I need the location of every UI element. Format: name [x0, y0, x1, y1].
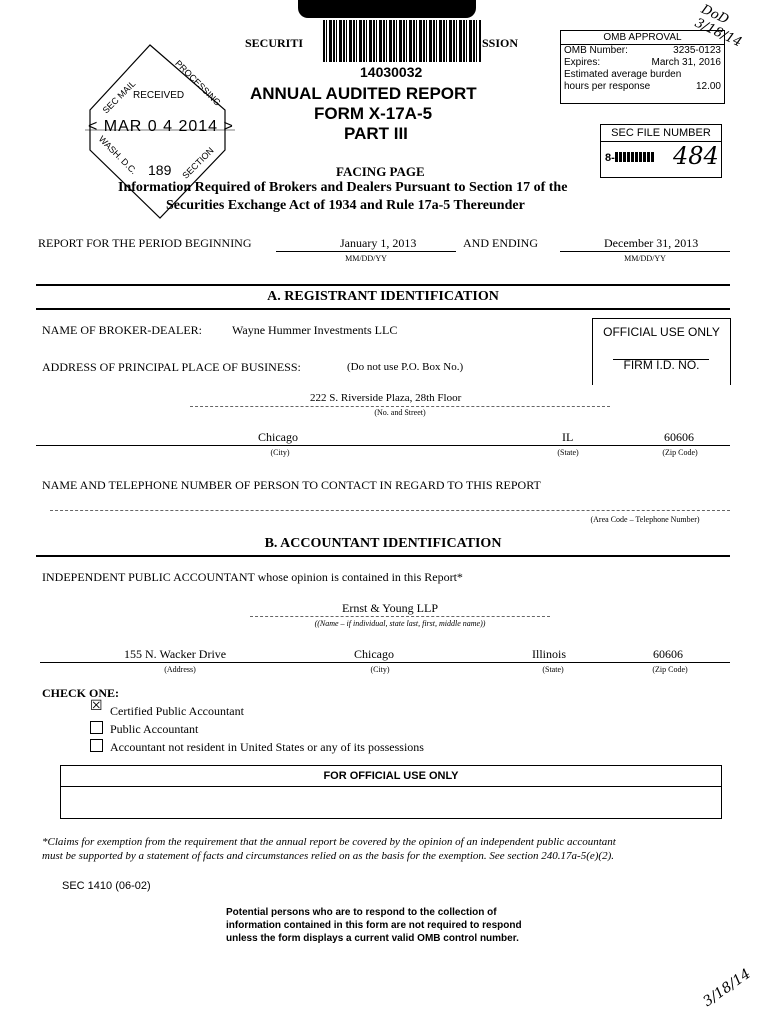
period-begin-line [276, 251, 456, 252]
period-and-ending: AND ENDING [463, 236, 538, 250]
period-end-caption: MM/DD/YY [624, 254, 666, 263]
notice-line-1: Potential persons who are to respond to the collection of [226, 907, 497, 918]
stamp-date-text: MAR 0 4 2014 [103, 118, 219, 135]
city-caption: (City) [270, 448, 290, 457]
section-b-heading: B. ACCOUNTANT IDENTIFICATION [264, 536, 502, 551]
accountant-city-caption: (City) [370, 665, 390, 674]
address-label: ADDRESS OF PRINCIPAL PLACE OF BUSINESS: [42, 360, 301, 374]
omb-expires-value: March 31, 2016 [651, 57, 721, 68]
omb-hours-value: 12.00 [695, 81, 721, 92]
accountant-name-caption: ((Name – if individual, state last, first, middle name)) [314, 619, 486, 628]
for-official-use-label: FOR OFFICIAL USE ONLY [61, 766, 721, 787]
header-securities-right: SSION [482, 36, 519, 50]
checkbox-public[interactable] [90, 721, 103, 734]
omb-expires-label: Expires: [564, 57, 601, 68]
omb-approval-box [560, 30, 725, 104]
accountant-city-value: Chicago [354, 647, 394, 661]
accountant-address-caption: (Address) [164, 665, 196, 674]
section-a-heading: A. REGISTRANT IDENTIFICATION [267, 289, 499, 304]
omb-number-value: 3235-0123 [673, 45, 721, 56]
info-line-1: Information Required of Brokers and Dealers Pursuant to Section 17 of the [118, 180, 568, 195]
phone-caption: (Area Code – Telephone Number) [590, 515, 700, 524]
stamp-date: < MAR 0 4 2014 > [88, 118, 234, 135]
checkbox-certified[interactable]: ☒ [90, 699, 103, 714]
sec-file-prefix: 8- [605, 152, 615, 164]
accountant-label: INDEPENDENT PUBLIC ACCOUNTANT whose opinion is contained in this Report* [42, 570, 463, 584]
barcode-number: 14030032 [360, 64, 423, 80]
handwritten-date-bottom: 3/18/14 [700, 965, 754, 1011]
redaction-bar [298, 0, 476, 18]
omb-hours-label: hours per response [564, 81, 651, 92]
stamp-top-right: PROCESSING [173, 58, 223, 108]
period-begin-caption: MM/DD/YY [345, 254, 387, 263]
form-title [250, 84, 550, 144]
check-one-label: CHECK ONE: [42, 686, 120, 700]
accountant-address-line [40, 662, 730, 663]
accountant-zip-caption: (Zip Code) [652, 665, 688, 674]
title-line-1: ANNUAL AUDITED REPORT [250, 84, 477, 103]
broker-name-label: NAME OF BROKER-DEALER: [42, 323, 203, 337]
sec-file-label: SEC FILE NUMBER [601, 125, 721, 142]
sec-file-number-box [600, 124, 722, 178]
footnote-line-1: *Claims for exemption from the requirement that the annual report be covered by the opinion of an independent public accountant [42, 836, 616, 848]
accountant-name-line [250, 616, 550, 617]
header-securities-left: SECURITI [245, 36, 304, 50]
official-use-label: OFFICIAL USE ONLY [603, 325, 720, 339]
sec-file-handwritten: 484 [673, 142, 719, 170]
barcode [323, 20, 481, 62]
period-label: REPORT FOR THE PERIOD BEGINNING [38, 236, 252, 250]
omb-notice [226, 906, 522, 945]
contact-line [50, 510, 730, 511]
title-line-3: PART III [344, 124, 408, 143]
broker-name-value: Wayne Hummer Investments LLC [232, 323, 398, 337]
firm-id-label: FIRM I.D. NO. [623, 358, 700, 372]
period-end-line [560, 251, 730, 252]
section-b-line [36, 555, 730, 557]
official-use-box [592, 318, 731, 385]
info-line-2: Securities Exchange Act of 1934 and Rule 17a-5 Thereunder [166, 198, 525, 213]
period-begin-value: January 1, 2013 [340, 236, 417, 250]
state-value: IL [562, 430, 574, 444]
stamp-top-left: SEC MAIL [100, 78, 138, 116]
title-line-2: FORM X-17A-5 [314, 104, 433, 123]
stamp-received: RECEIVED [133, 90, 185, 101]
accountant-address-value: 155 N. Wacker Drive [124, 647, 227, 661]
stamp-number: 189 [148, 162, 172, 178]
street-line [190, 406, 610, 407]
for-official-use-box [60, 765, 722, 819]
handwritten-date-top: DoD 3/18/14 [692, 2, 745, 51]
contact-label: NAME AND TELEPHONE NUMBER OF PERSON TO CONTACT IN REGARD TO THIS REPORT [42, 478, 541, 492]
firm-id-line [613, 359, 709, 360]
street-caption: (No. and Street) [374, 408, 426, 417]
street-value: 222 S. Riverside Plaza, 28th Floor [310, 392, 462, 404]
stamp-bottom-left: WASH. D.C. [96, 133, 139, 177]
footnote-line-2: must be supported by a statement of facts and circumstances relied on as the basis for the exemption. See section 240.17a-5(e)(2). [42, 850, 614, 862]
accountant-zip-value: 60606 [653, 647, 683, 661]
omb-burden-label: Estimated average burden [564, 69, 682, 80]
option-public-label: Public Accountant [110, 722, 199, 736]
stamp-bottom-right: SECTION [180, 145, 216, 181]
notice-line-3: unless the form displays a current valid OMB control number. [226, 933, 519, 944]
accountant-state-caption: (State) [542, 665, 564, 674]
notice-line-2: information contained in this form are not required to respond [226, 920, 522, 931]
zip-caption: (Zip Code) [662, 448, 698, 457]
address-note: (Do not use P.O. Box No.) [347, 361, 464, 373]
accountant-state-value: Illinois [532, 647, 567, 661]
section-a-bottom-line [36, 308, 730, 310]
omb-title: OMB APPROVAL [561, 31, 724, 45]
accountant-name-value: Ernst & Young LLP [342, 601, 439, 615]
option-not-resident-label: Accountant not resident in United States or any of its possessions [110, 740, 424, 754]
section-a-top-line [36, 284, 730, 286]
period-end-value: December 31, 2013 [604, 236, 699, 250]
form-number: SEC 1410 (06-02) [62, 880, 151, 892]
zip-value: 60606 [664, 430, 694, 444]
checkbox-not-resident[interactable] [90, 739, 103, 752]
city-value: Chicago [258, 430, 298, 444]
strike-out [615, 152, 655, 162]
omb-number-label: OMB Number: [564, 45, 628, 56]
facing-page: FACING PAGE [336, 164, 425, 179]
city-line [36, 445, 730, 446]
option-certified-label: Certified Public Accountant [110, 704, 244, 718]
state-caption: (State) [557, 448, 579, 457]
